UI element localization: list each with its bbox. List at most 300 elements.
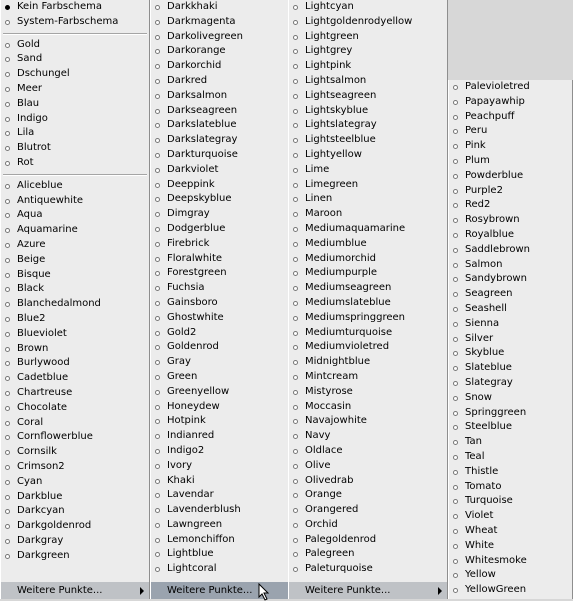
radio-bullet-icon bbox=[5, 20, 10, 25]
menu-item-lightblue[interactable] bbox=[151, 547, 297, 562]
menu-item-label: Lavenderblush bbox=[167, 504, 241, 516]
menu-item-label: Maroon bbox=[305, 208, 343, 220]
menu-item-label: Blutrot bbox=[17, 142, 51, 154]
menu-item-label: Gold bbox=[17, 38, 40, 50]
menu-item-label: Brown bbox=[17, 342, 49, 354]
menu-item-springgreen[interactable] bbox=[449, 406, 572, 421]
menu-item-thistle[interactable] bbox=[449, 465, 572, 480]
menu-item-label: Mediumspringgreen bbox=[305, 311, 405, 323]
menu-item-red2[interactable] bbox=[449, 198, 572, 213]
menu-item-label: Lightblue bbox=[167, 548, 214, 560]
menu-item-label: Darkslategray bbox=[167, 134, 238, 146]
menu-item-tomato[interactable] bbox=[449, 480, 572, 495]
menu-item-gold2[interactable] bbox=[151, 326, 297, 341]
menu-column-1 bbox=[0, 0, 150, 599]
radio-bullet-icon bbox=[293, 257, 298, 262]
menu-item-ghostwhite[interactable] bbox=[151, 311, 297, 326]
color-group bbox=[1, 179, 149, 564]
menu-item-aqua[interactable] bbox=[1, 208, 149, 223]
menu-item-darkmagenta[interactable] bbox=[151, 15, 297, 30]
menu-item-darksalmon[interactable] bbox=[151, 89, 297, 104]
menu-item-white[interactable] bbox=[449, 539, 572, 554]
menu-item-label: Darkcyan bbox=[17, 505, 65, 517]
menu-item-forestgreen[interactable] bbox=[151, 266, 297, 281]
menu-item-steelblue[interactable] bbox=[449, 420, 572, 435]
menu-item-lightgoldenrodyellow[interactable] bbox=[289, 15, 447, 30]
menu-item-dschungel[interactable] bbox=[1, 67, 149, 82]
menu-item-label: Azure bbox=[17, 238, 46, 250]
menu-item-blue2[interactable] bbox=[1, 312, 149, 327]
menu-item-label: Slategray bbox=[465, 376, 513, 388]
menu-item-green[interactable] bbox=[151, 370, 297, 385]
menu-item-mediumorchid[interactable] bbox=[289, 252, 447, 267]
radio-bullet-icon bbox=[155, 138, 160, 143]
menu-item-label: Ghostwhite bbox=[167, 311, 224, 323]
radio-bullet-icon bbox=[155, 109, 160, 114]
menu-item-darkblue[interactable] bbox=[1, 490, 149, 505]
menu-item-darkred[interactable] bbox=[151, 74, 297, 89]
menu-item-lightpink[interactable] bbox=[289, 59, 447, 74]
menu-item-cyan[interactable] bbox=[1, 475, 149, 490]
radio-bullet-icon bbox=[293, 345, 298, 350]
menu-item-label: Crimson2 bbox=[17, 460, 65, 472]
menu-item-fuchsia[interactable] bbox=[151, 281, 297, 296]
menu-item-aliceblue[interactable] bbox=[1, 179, 149, 194]
menu-item-mistyrose[interactable] bbox=[289, 385, 447, 400]
radio-bullet-icon bbox=[293, 242, 298, 247]
menu-item-label: Meer bbox=[17, 82, 43, 94]
menu-item-mediumslateblue[interactable] bbox=[289, 296, 447, 311]
menu-item-darkolivegreen[interactable] bbox=[151, 30, 297, 45]
radio-bullet-icon bbox=[5, 43, 10, 48]
menu-item-beige[interactable] bbox=[1, 253, 149, 268]
radio-bullet-icon bbox=[5, 361, 10, 366]
menu-item-darkviolet[interactable] bbox=[151, 163, 297, 178]
radio-bullet-icon bbox=[155, 5, 160, 10]
menu-item-oldlace[interactable] bbox=[289, 444, 447, 459]
menu-item-lightslategray[interactable] bbox=[289, 118, 447, 133]
radio-bullet-icon bbox=[5, 509, 10, 514]
menu-item-lightsalmon[interactable] bbox=[289, 74, 447, 89]
radio-bullet-icon bbox=[293, 360, 298, 365]
menu-item-indianred[interactable] bbox=[151, 429, 297, 444]
menu-item-label: Mediumorchid bbox=[305, 252, 376, 264]
radio-bullet-icon bbox=[453, 307, 458, 312]
menu-item-palegoldenrod[interactable] bbox=[289, 533, 447, 548]
menu-item-dimgray[interactable] bbox=[151, 207, 297, 222]
menu-item-label: Darkturquoise bbox=[167, 148, 238, 160]
menu-item-lime[interactable] bbox=[289, 163, 447, 178]
menu-item-label: Lavendar bbox=[167, 489, 214, 501]
menu-item-label: Lightseagreen bbox=[305, 89, 377, 101]
menu-item-mediumspringgreen[interactable] bbox=[289, 311, 447, 326]
menu-item-label: System-Farbschema bbox=[17, 15, 119, 27]
menu-item-label: Mistyrose bbox=[305, 385, 353, 397]
more-items-button[interactable] bbox=[1, 582, 149, 599]
menu-item-orange[interactable] bbox=[289, 488, 447, 503]
menu-item-label: Lightgoldenrodyellow bbox=[305, 15, 413, 27]
menu-item-label: Coral bbox=[17, 416, 44, 428]
radio-bullet-icon bbox=[155, 153, 160, 158]
radio-bullet-icon bbox=[5, 258, 10, 263]
menu-item-label: Orangered bbox=[305, 504, 359, 516]
menu-item-brown[interactable] bbox=[1, 342, 149, 357]
menu-item-coral[interactable] bbox=[1, 416, 149, 431]
menu-item-lightcoral[interactable] bbox=[151, 562, 297, 577]
more-items-button[interactable] bbox=[289, 582, 447, 599]
menu-item-goldenrod[interactable] bbox=[151, 340, 297, 355]
menu-item-antiquewhite[interactable] bbox=[1, 194, 149, 209]
menu-item-darkturquoise[interactable] bbox=[151, 148, 297, 163]
menu-item-mediumvioletred[interactable] bbox=[289, 340, 447, 355]
menu-item-label: Orange bbox=[305, 489, 342, 501]
menu-item-label: Aliceblue bbox=[17, 179, 63, 191]
color-group bbox=[289, 0, 447, 577]
radio-bullet-icon bbox=[453, 455, 458, 460]
menu-item-lightskyblue[interactable] bbox=[289, 104, 447, 119]
menu-item-label: Steelblue bbox=[465, 421, 512, 433]
menu-item-mediumseagreen[interactable] bbox=[289, 281, 447, 296]
radio-bullet-icon bbox=[155, 493, 160, 498]
menu-item-label: Lightgreen bbox=[305, 30, 359, 42]
radio-bullet-icon bbox=[5, 228, 10, 233]
menu-item-maroon[interactable] bbox=[289, 207, 447, 222]
radio-bullet-icon bbox=[5, 213, 10, 218]
radio-bullet-icon bbox=[453, 322, 458, 327]
radio-bullet-icon bbox=[453, 144, 458, 149]
menu-item-darkorange[interactable] bbox=[151, 44, 297, 59]
menu-item-lawngreen[interactable] bbox=[151, 518, 297, 533]
more-items-label: Weitere Punkte... bbox=[167, 585, 253, 596]
menu-item-seagreen[interactable] bbox=[449, 287, 572, 302]
menu-item-azure[interactable] bbox=[1, 238, 149, 253]
radio-bullet-icon bbox=[293, 271, 298, 276]
radio-bullet-icon bbox=[155, 390, 160, 395]
menu-item-snow[interactable] bbox=[449, 391, 572, 406]
color-group bbox=[449, 80, 572, 598]
menu-item-label: Mediumturquoise bbox=[305, 326, 393, 338]
menu-item-label: Lightgrey bbox=[305, 45, 353, 57]
radio-bullet-icon bbox=[155, 49, 160, 54]
scheme-group bbox=[1, 0, 149, 30]
menu-item-label: Hotpink bbox=[167, 415, 206, 427]
radio-bullet-icon bbox=[293, 567, 298, 572]
menu-column-3 bbox=[288, 0, 448, 599]
menu-item-orangered[interactable] bbox=[289, 503, 447, 518]
menu-item-label: Darkgoldenrod bbox=[17, 520, 92, 532]
menu-item-crimson2[interactable] bbox=[1, 460, 149, 475]
menu-item-darkgoldenrod[interactable] bbox=[1, 519, 149, 534]
radio-bullet-icon bbox=[155, 64, 160, 69]
menu-item-lightgrey[interactable] bbox=[289, 44, 447, 59]
color-group bbox=[151, 0, 297, 577]
radio-bullet-icon bbox=[453, 514, 458, 519]
menu-item-rosybrown[interactable] bbox=[449, 213, 572, 228]
menu-item-whitesmoke[interactable] bbox=[449, 554, 572, 569]
menu-item-label: Palegreen bbox=[305, 548, 355, 560]
menu-item-lightsteelblue[interactable] bbox=[289, 133, 447, 148]
menu-item-lavendar[interactable] bbox=[151, 488, 297, 503]
menu-item-burlywood[interactable] bbox=[1, 356, 149, 371]
menu-item-label: Aquamarine bbox=[17, 224, 78, 236]
radio-bullet-icon bbox=[453, 411, 458, 416]
menu-item-honeydew[interactable] bbox=[151, 400, 297, 415]
menu-item-wheat[interactable] bbox=[449, 524, 572, 539]
menu-item-silver[interactable] bbox=[449, 332, 572, 347]
radio-bullet-icon bbox=[293, 316, 298, 321]
menu-item-label: Mediumpurple bbox=[305, 267, 378, 279]
radio-bullet-icon bbox=[293, 20, 298, 25]
radio-bullet-icon bbox=[293, 5, 298, 10]
menu-item-hotpink[interactable] bbox=[151, 414, 297, 429]
menu-item-saddlebrown[interactable] bbox=[449, 243, 572, 258]
menu-item-label: Sienna bbox=[465, 317, 500, 329]
menu-item-palegreen[interactable] bbox=[289, 547, 447, 562]
menu-item-indigo2[interactable] bbox=[151, 444, 297, 459]
radio-bullet-icon bbox=[453, 544, 458, 549]
menu-item-skyblue[interactable] bbox=[449, 346, 572, 361]
menu-item-tan[interactable] bbox=[449, 435, 572, 450]
menu-item-greenyellow[interactable] bbox=[151, 385, 297, 400]
menu-item-palevioletred[interactable] bbox=[449, 80, 572, 95]
menu-item-deepskyblue[interactable] bbox=[151, 192, 297, 207]
menu-item-yellowgreen[interactable] bbox=[449, 583, 572, 598]
radio-bullet-icon bbox=[155, 523, 160, 528]
radio-bullet-icon bbox=[155, 94, 160, 99]
menu-item-darkcyan[interactable] bbox=[1, 504, 149, 519]
radio-bullet-icon bbox=[293, 168, 298, 173]
menu-item-salmon[interactable] bbox=[449, 258, 572, 273]
menu-item-rot[interactable] bbox=[1, 156, 149, 171]
radio-bullet-icon bbox=[155, 35, 160, 40]
menu-item-purple2[interactable] bbox=[449, 184, 572, 199]
menu-item-lightgreen[interactable] bbox=[289, 30, 447, 45]
radio-bullet-icon bbox=[155, 567, 160, 572]
menu-item-lightcyan[interactable] bbox=[289, 0, 447, 15]
menu-item-label: Kein Farbschema bbox=[17, 1, 102, 12]
menu-item-powderblue[interactable] bbox=[449, 169, 572, 184]
menu-item-lavenderblush[interactable] bbox=[151, 503, 297, 518]
menu-item-darkgreen[interactable] bbox=[1, 549, 149, 564]
menu-item-label: Chartreuse bbox=[17, 386, 73, 398]
radio-bullet-icon bbox=[453, 248, 458, 253]
menu-item-cornsilk[interactable] bbox=[1, 445, 149, 460]
menu-item-mediumturquoise[interactable] bbox=[289, 326, 447, 341]
menu-item-label: Peru bbox=[465, 125, 488, 137]
menu-item-cadetblue[interactable] bbox=[1, 371, 149, 386]
radio-bullet-icon bbox=[293, 153, 298, 158]
separator bbox=[3, 33, 147, 35]
radio-bullet-icon bbox=[155, 508, 160, 513]
more-items-button[interactable] bbox=[151, 582, 297, 599]
menu-item-cornflowerblue[interactable] bbox=[1, 430, 149, 445]
menu-item-mediumaquamarine[interactable] bbox=[289, 222, 447, 237]
menu-item-meer[interactable] bbox=[1, 82, 149, 97]
menu-item-system-farbschema[interactable] bbox=[1, 15, 149, 30]
menu-item-label: Tomato bbox=[465, 480, 502, 492]
menu-item-darkseagreen[interactable] bbox=[151, 104, 297, 119]
menu-item-peachpuff[interactable] bbox=[449, 110, 572, 125]
menu-item-label: Sand bbox=[17, 53, 43, 65]
menu-item-olivedrab[interactable] bbox=[289, 474, 447, 489]
menu-item-blau[interactable] bbox=[1, 97, 149, 112]
menu-item-royalblue[interactable] bbox=[449, 228, 572, 243]
menu-item-yellow[interactable] bbox=[449, 568, 572, 583]
menu-item-label: Darkmagenta bbox=[167, 15, 236, 27]
radio-bullet-icon bbox=[5, 184, 10, 189]
menu-item-label: Ivory bbox=[167, 459, 193, 471]
menu-item-slateblue[interactable] bbox=[449, 361, 572, 376]
menu-item-label: Rosybrown bbox=[465, 214, 520, 226]
menu-item-plum[interactable] bbox=[449, 154, 572, 169]
radio-bullet-icon bbox=[5, 199, 10, 204]
radio-bullet-icon bbox=[5, 421, 10, 426]
menu-item-label: Honeydew bbox=[167, 400, 220, 412]
menu-item-paleturquoise[interactable] bbox=[289, 562, 447, 577]
menu-item-darkslateblue[interactable] bbox=[151, 118, 297, 133]
menu-item-mintcream[interactable] bbox=[289, 370, 447, 385]
menu-item-label: Sandybrown bbox=[465, 273, 527, 285]
menu-item-navy[interactable] bbox=[289, 429, 447, 444]
menu-item-darkslategray[interactable] bbox=[151, 133, 297, 148]
menu-item-label: Limegreen bbox=[305, 178, 359, 190]
radio-bullet-icon bbox=[293, 419, 298, 424]
radio-bullet-icon bbox=[293, 449, 298, 454]
menu-item-turquoise[interactable] bbox=[449, 494, 572, 509]
menu-item-ivory[interactable] bbox=[151, 459, 297, 474]
menu-item-label: Goldenrod bbox=[167, 341, 219, 353]
menu-item-label: Paleturquoise bbox=[305, 563, 373, 575]
menu-item-peru[interactable] bbox=[449, 124, 572, 139]
menu-item-moccasin[interactable] bbox=[289, 400, 447, 415]
radio-bullet-icon bbox=[155, 345, 160, 350]
menu-item-seashell[interactable] bbox=[449, 302, 572, 317]
menu-item-black[interactable] bbox=[1, 282, 149, 297]
menu-item-sandybrown[interactable] bbox=[449, 272, 572, 287]
menu-item-blanchedalmond[interactable] bbox=[1, 297, 149, 312]
menu-item-navajowhite[interactable] bbox=[289, 414, 447, 429]
radio-bullet-icon bbox=[155, 434, 160, 439]
radio-bullet-icon bbox=[293, 301, 298, 306]
menu-item-violet[interactable] bbox=[449, 509, 572, 524]
menu-item-lila[interactable] bbox=[1, 126, 149, 141]
menu-item-midnightblue[interactable] bbox=[289, 355, 447, 370]
menu-item-label: Blau bbox=[17, 97, 40, 109]
menu-item-bisque[interactable] bbox=[1, 268, 149, 283]
menu-item-teal[interactable] bbox=[449, 450, 572, 465]
menu-item-chartreuse[interactable] bbox=[1, 386, 149, 401]
menu-item-label: Seashell bbox=[465, 302, 507, 314]
menu-item-linen[interactable] bbox=[289, 192, 447, 207]
menu-item-mediumblue[interactable] bbox=[289, 237, 447, 252]
menu-item-kein-farbschema[interactable] bbox=[1, 0, 149, 15]
menu-item-label: Gray bbox=[167, 356, 191, 368]
menu-item-label: Cornsilk bbox=[17, 446, 57, 458]
menu-item-label: Aqua bbox=[17, 209, 43, 221]
radio-bullet-icon bbox=[453, 159, 458, 164]
radio-bullet-icon bbox=[5, 391, 10, 396]
menu-item-aquamarine[interactable] bbox=[1, 223, 149, 238]
menu-item-orchid[interactable] bbox=[289, 518, 447, 533]
menu-item-deeppink[interactable] bbox=[151, 178, 297, 193]
menu-item-mediumpurple[interactable] bbox=[289, 266, 447, 281]
radio-bullet-icon bbox=[155, 316, 160, 321]
menu-item-limegreen[interactable] bbox=[289, 178, 447, 193]
menu-item-label: Darkolivegreen bbox=[167, 30, 244, 42]
menu-item-pink[interactable] bbox=[449, 139, 572, 154]
menu-item-label: Dimgray bbox=[167, 208, 210, 220]
menu-item-label: Yellow bbox=[465, 569, 496, 581]
radio-bullet-icon bbox=[293, 508, 298, 513]
menu-item-blueviolet[interactable] bbox=[1, 327, 149, 342]
radio-bullet-icon bbox=[5, 302, 10, 307]
menu-item-olive[interactable] bbox=[289, 459, 447, 474]
radio-bullet-icon bbox=[293, 79, 298, 84]
menu-item-indigo[interactable] bbox=[1, 112, 149, 127]
menu-item-floralwhite[interactable] bbox=[151, 252, 297, 267]
menu-item-gainsboro[interactable] bbox=[151, 296, 297, 311]
menu-item-papayawhip[interactable] bbox=[449, 95, 572, 110]
menu-item-sienna[interactable] bbox=[449, 317, 572, 332]
menu-item-label: Lightsteelblue bbox=[305, 134, 376, 146]
menu-item-label: Plum bbox=[465, 154, 490, 166]
radio-bullet-icon bbox=[453, 100, 458, 105]
radio-bullet-icon bbox=[5, 406, 10, 411]
menu-item-label: Darkgray bbox=[17, 534, 64, 546]
menu-item-slategray[interactable] bbox=[449, 376, 572, 391]
menu-item-label: Cadetblue bbox=[17, 372, 69, 384]
menu-item-label: Lime bbox=[305, 163, 330, 175]
radio-bullet-icon bbox=[453, 440, 458, 445]
menu-item-label: Silver bbox=[465, 332, 494, 344]
menu-item-label: Indigo2 bbox=[167, 444, 205, 456]
menu-item-label: Chocolate bbox=[17, 401, 68, 413]
radio-bullet-icon bbox=[453, 381, 458, 386]
radio-bullet-icon bbox=[5, 287, 10, 292]
menu-item-lightyellow[interactable] bbox=[289, 148, 447, 163]
menu-item-sand[interactable] bbox=[1, 52, 149, 67]
menu-item-label: Lightpink bbox=[305, 60, 352, 72]
menu-item-gray[interactable] bbox=[151, 355, 297, 370]
radio-bullet-icon bbox=[155, 212, 160, 217]
menu-item-chocolate[interactable] bbox=[1, 401, 149, 416]
radio-bullet-icon bbox=[293, 552, 298, 557]
menu-item-label: Palevioletred bbox=[465, 81, 530, 92]
menu-item-label: Royalblue bbox=[465, 228, 515, 240]
radio-bullet-icon bbox=[453, 85, 458, 90]
menu-item-firebrick[interactable] bbox=[151, 237, 297, 252]
menu-item-lightseagreen[interactable] bbox=[289, 89, 447, 104]
menu-item-label: Greenyellow bbox=[167, 385, 230, 397]
menu-item-darkorchid[interactable] bbox=[151, 59, 297, 74]
radio-bullet-icon bbox=[5, 161, 10, 166]
radio-bullet-icon bbox=[155, 242, 160, 247]
menu-item-label: Skyblue bbox=[465, 347, 505, 359]
menu-item-dodgerblue[interactable] bbox=[151, 222, 297, 237]
menu-item-gold[interactable] bbox=[1, 38, 149, 53]
radio-bullet-icon bbox=[453, 189, 458, 194]
radio-bullet-icon bbox=[293, 493, 298, 498]
menu-item-label: Gainsboro bbox=[167, 296, 218, 308]
menu-item-blutrot[interactable] bbox=[1, 141, 149, 156]
menu-item-label: Darkslateblue bbox=[167, 119, 237, 131]
menu-item-darkgray[interactable] bbox=[1, 534, 149, 549]
menu-item-khaki[interactable] bbox=[151, 474, 297, 489]
radio-bullet-icon bbox=[293, 538, 298, 543]
menu-item-darkkhaki[interactable] bbox=[151, 0, 297, 15]
menu-item-lemonchiffon[interactable] bbox=[151, 533, 297, 548]
radio-bullet-icon bbox=[453, 529, 458, 534]
